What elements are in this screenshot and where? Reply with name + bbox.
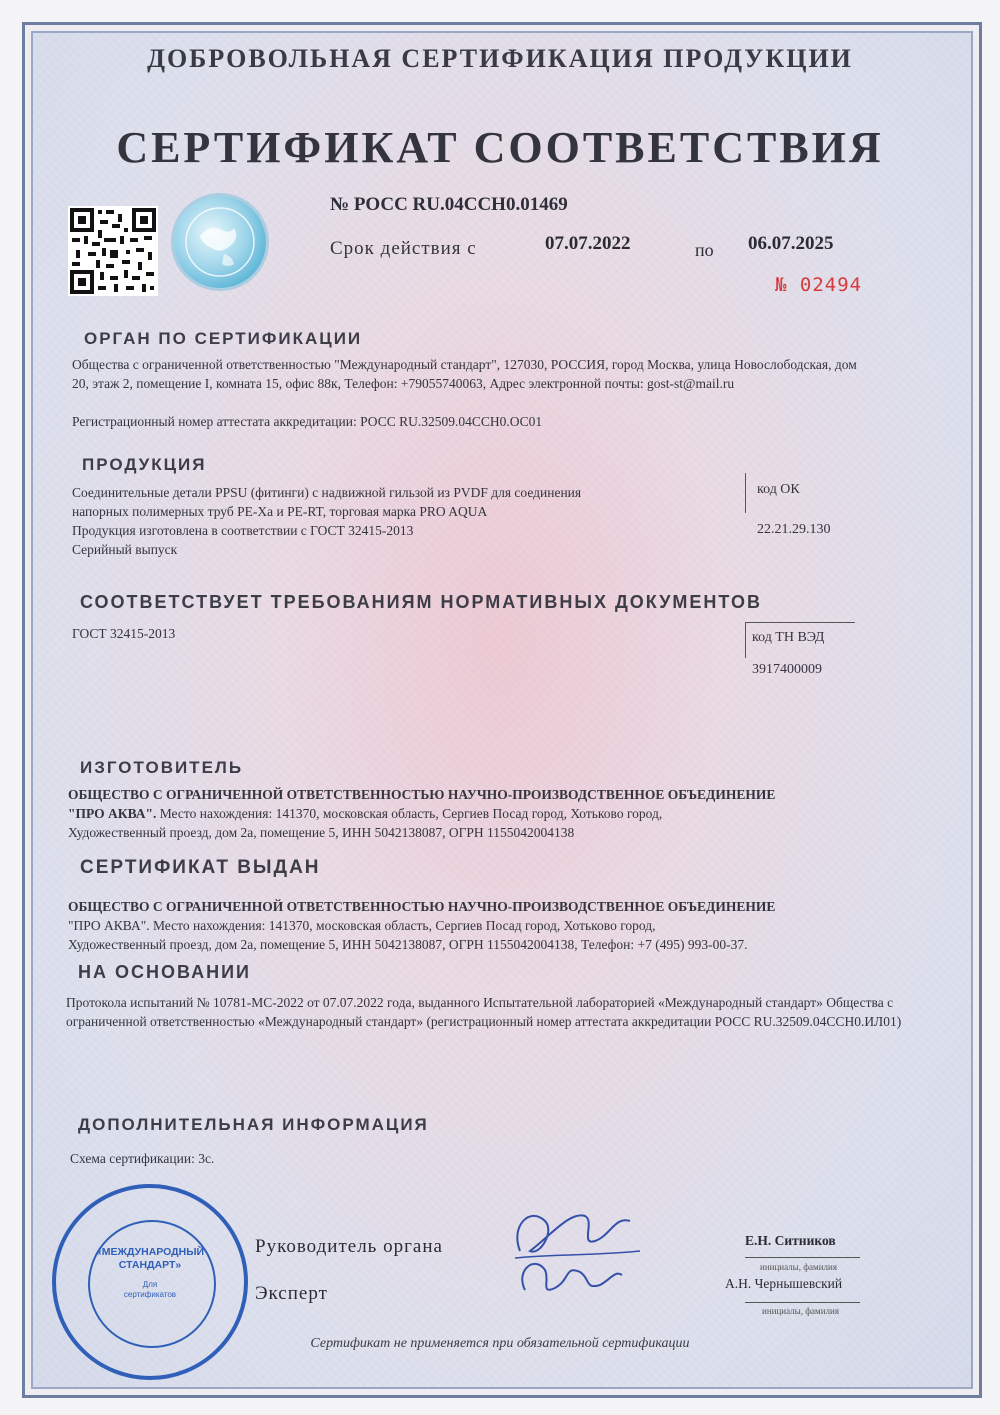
basis-text: Протокола испытаний № 10781-МС-2022 от 07.07.2022 года, выданного Испытательной лабораторией «Международный стандарт» Общества с ограниченной ответственностью «Международный стандарт» (регистрационный номер аттестата аккредитации РОСС RU.32509.04ССН0.ИЛ01) (66, 995, 902, 1029)
issued-to-line-1: ОБЩЕСТВО С ОГРАНИЧЕННОЙ ОТВЕТСТВЕННОСТЬЮ НАУЧНО-ПРОИЗВОДСТВЕННОЕ ОБЪЕДИНЕНИЕ (68, 899, 776, 914)
seal-name-line-2: СТАНДАРТ» (118, 1259, 182, 1271)
accreditation-number: Регистрационный номер аттестата аккредитации: РОСС RU.32509.04ССН0.ОС01 (72, 414, 543, 429)
expert-signature-icon (510, 1250, 630, 1310)
manufacturer-title: ИЗГОТОВИТЕЛЬ (80, 758, 244, 777)
okpd-label: код ОК (757, 482, 800, 497)
issued-to-title: СЕРТИФИКАТ ВЫДАН (80, 857, 321, 878)
product-line-4: Серийный выпуск (72, 542, 178, 557)
additional-info-text: Схема сертификации: 3с. (70, 1151, 215, 1166)
tnved-box-border (745, 622, 746, 658)
head-name-caption: инициалы, фамилия (760, 1262, 837, 1272)
seal-sub-line-2: сертификатов (123, 1290, 177, 1299)
manufacturer-address: Место нахождения: 141370, московская область, Сергиев Посад город, Хотьково город, (156, 806, 663, 821)
issued-to-line-3: Художественный проезд, дом 2а, помещение 5, ИНН 5042138087, ОГРН 1155042004138, Телефон: +7 (495) 993-00-37. (68, 937, 748, 952)
manufacturer-line-1: ОБЩЕСТВО С ОГРАНИЧЕННОЙ ОТВЕТСТВЕННОСТЬЮ НАУЧНО-ПРОИЗВОДСТВЕННОЕ ОБЪЕДИНЕНИЕ (68, 787, 776, 802)
head-name-underline (745, 1257, 860, 1258)
validity-label: Срок действия с (330, 238, 477, 259)
certification-body-text: Общества с ограниченной ответственностью "Международный стандарт", 127030, РОССИЯ, город Москва, улица Новослободская, дом 20, этаж 2, помещение I, комната 15, офис 88к, Телефон: +79055740063, Адрес электронной почты: gost-st@mail.ru (72, 357, 857, 391)
qr-code-icon (68, 206, 158, 296)
product-line-3: Продукция изготовлена в соответствии с ГОСТ 32415-2013 (72, 523, 414, 538)
seal-name (56, 1246, 244, 1272)
okpd-box-border (745, 473, 746, 513)
expert-label: Эксперт (255, 1283, 328, 1304)
valid-to-label: по (695, 240, 714, 260)
tnved-label: код ТН ВЭД (752, 630, 825, 645)
expert-name-caption: инициалы, фамилия (762, 1306, 839, 1316)
basis-title: НА ОСНОВАНИИ (78, 962, 251, 982)
manufacturer-line-3: Художественный проезд, дом 2а, помещение 5, ИНН 5042138087, ОГРН 1155042004138 (68, 825, 575, 840)
manufacturer-name: "ПРО АКВА". (68, 806, 157, 821)
certificate-title: СЕРТИФИКАТ СООТВЕТСТВИЯ (116, 123, 884, 172)
footer-note: Сертификат не применяется при обязательной сертификации (310, 1336, 690, 1351)
manufacturer-text (68, 785, 868, 842)
certification-body-title: ОРГАН ПО СЕРТИФИКАЦИИ (84, 329, 363, 348)
issued-to-line-2: "ПРО АКВА". Место нахождения: 141370, московская область, Сергиев Посад город, Хотьково город, (68, 918, 656, 933)
expert-name-underline (745, 1302, 860, 1303)
expert-name: А.Н. Чернышевский (725, 1276, 843, 1291)
header-top-line: ДОБРОВОЛЬНАЯ СЕРТИФИКАЦИЯ ПРОДУКЦИИ (147, 44, 853, 73)
product-line-2: напорных полимерных труб PE-Xa и PE-RT, торговая марка PRO AQUA (72, 504, 488, 519)
product-title: ПРОДУКЦИЯ (82, 455, 207, 474)
additional-info-title: ДОПОЛНИТЕЛЬНАЯ ИНФОРМАЦИЯ (78, 1115, 429, 1134)
conformity-title: СООТВЕТСТВУЕТ ТРЕБОВАНИЯМ НОРМАТИВНЫХ ДОКУМЕНТОВ (80, 592, 762, 612)
manufacturer-line-2 (68, 804, 868, 823)
seal-name-line-1: «МЕЖДУНАРОДНЫЙ (95, 1246, 205, 1258)
tnved-value: 3917400009 (752, 662, 822, 677)
tnved-box-top (745, 622, 855, 623)
seal-sub-line-1: Для (142, 1280, 158, 1289)
serial-number: № 02494 (775, 274, 863, 296)
issued-to-text (68, 897, 908, 954)
seal-subtext (56, 1280, 244, 1300)
globe-emblem-icon (174, 196, 266, 288)
product-line-1: Соединительные детали PPSU (фитинги) с надвижной гильзой из PVDF для соединения (72, 485, 582, 500)
valid-from-date: 07.07.2022 (545, 233, 631, 254)
head-of-body-label: Руководитель органа (255, 1236, 443, 1257)
okpd-value: 22.21.29.130 (757, 522, 831, 537)
certificate-number: № РОСС RU.04ССН0.01469 (330, 194, 568, 215)
head-name: Е.Н. Ситников (745, 1233, 836, 1248)
conformity-standard: ГОСТ 32415-2013 (72, 626, 176, 641)
product-text (72, 483, 722, 559)
valid-to-date: 06.07.2025 (748, 233, 834, 254)
